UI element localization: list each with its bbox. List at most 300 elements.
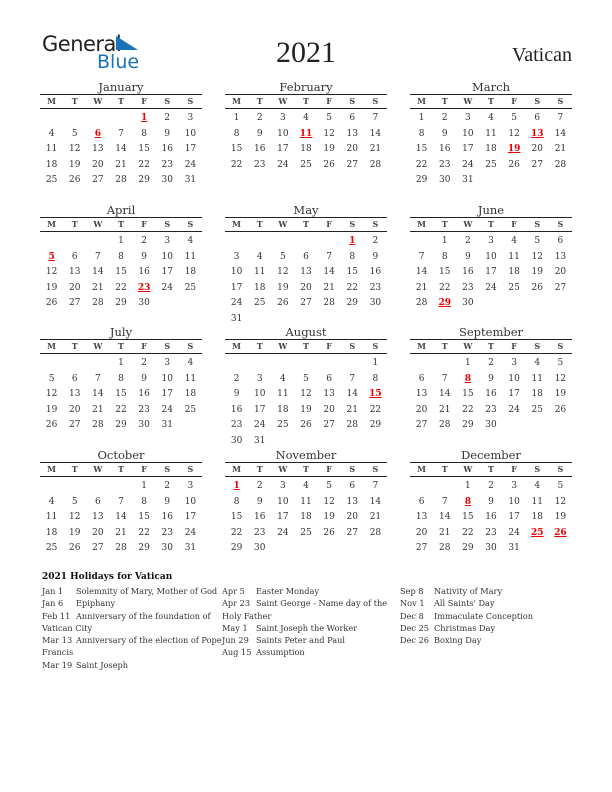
weekday-label: T xyxy=(441,464,448,474)
day: 12 xyxy=(300,389,312,399)
day: 14 xyxy=(346,389,358,399)
month-november xyxy=(225,448,387,557)
weekday-label: S xyxy=(557,341,564,351)
day: 2 xyxy=(164,113,171,123)
weekday-label: S xyxy=(164,341,171,351)
day: 29 xyxy=(138,543,150,553)
day: 7 xyxy=(372,113,379,123)
empty-cell xyxy=(63,479,86,495)
day: 16 xyxy=(138,389,150,399)
day: 12 xyxy=(323,496,335,507)
day: 20 xyxy=(92,527,104,538)
month-february xyxy=(225,80,387,173)
day: 14 xyxy=(323,267,335,277)
month-name: June xyxy=(477,203,505,217)
day: 14 xyxy=(92,389,104,399)
month-august xyxy=(225,325,387,449)
holiday-item xyxy=(222,622,400,634)
day: 6 xyxy=(418,373,425,384)
weekday-label: F xyxy=(511,219,517,229)
weekday-header xyxy=(40,462,202,477)
day: 29 xyxy=(346,298,358,308)
day: 5 xyxy=(326,113,332,123)
day: 26 xyxy=(323,527,335,538)
day: 6 xyxy=(303,251,309,262)
day: 15 xyxy=(138,512,150,522)
day: 28 xyxy=(415,298,428,308)
weekday-header xyxy=(410,94,572,109)
day: 9 xyxy=(256,128,263,139)
weekday-header xyxy=(40,217,202,232)
day: 15 xyxy=(115,389,127,399)
day: 14 xyxy=(438,512,451,522)
day: 26 xyxy=(68,543,81,553)
day: 18 xyxy=(277,404,289,415)
day: 4 xyxy=(187,358,194,368)
day: 13 xyxy=(415,389,428,399)
day: 7 xyxy=(349,373,356,384)
holiday-column xyxy=(400,585,580,671)
day: 20 xyxy=(415,527,428,538)
day: 22 xyxy=(115,404,127,415)
month-name: July xyxy=(109,325,133,339)
holiday-day: 23 xyxy=(137,282,151,293)
day: 3 xyxy=(488,236,494,246)
day: 1 xyxy=(372,358,379,368)
weekday-label: T xyxy=(303,96,309,106)
day: 17 xyxy=(184,144,197,154)
weekday-label: S xyxy=(164,219,171,229)
day: 10 xyxy=(508,373,520,384)
empty-cell xyxy=(40,234,63,250)
weekday-header xyxy=(225,339,387,354)
day: 29 xyxy=(415,175,428,185)
holiday-item xyxy=(42,585,222,597)
day: 20 xyxy=(300,282,312,293)
day: 24 xyxy=(277,527,289,538)
day: 25 xyxy=(184,282,197,293)
day: 11 xyxy=(508,251,520,262)
month-name: August xyxy=(285,325,327,339)
holiday-day: 26 xyxy=(554,527,567,538)
day: 1 xyxy=(141,481,147,491)
month-april xyxy=(40,203,202,312)
empty-cell xyxy=(40,356,63,372)
day: 24 xyxy=(184,527,197,538)
day: 25 xyxy=(508,282,520,293)
day: 21 xyxy=(346,404,358,415)
weekday-label: S xyxy=(349,219,356,229)
weekday-label: M xyxy=(47,96,56,106)
weekday-label: T xyxy=(256,219,263,229)
day: 26 xyxy=(45,420,58,430)
weekday-label: W xyxy=(93,219,103,229)
day: 6 xyxy=(557,236,564,246)
weekday-label: W xyxy=(463,219,473,229)
day: 4 xyxy=(534,481,541,491)
day: 4 xyxy=(48,128,55,139)
day: 19 xyxy=(300,404,312,415)
day: 18 xyxy=(485,144,497,154)
day: 29 xyxy=(369,420,382,430)
day: 21 xyxy=(92,282,104,293)
day: 24 xyxy=(161,404,173,415)
day: 17 xyxy=(184,512,197,522)
weekday-label: S xyxy=(534,464,541,474)
empty-cell xyxy=(271,234,294,250)
weekday-label: T xyxy=(71,219,78,229)
holiday-date: Apr 23 xyxy=(222,598,251,609)
day: 31 xyxy=(462,175,474,185)
day: 30 xyxy=(485,543,497,553)
weekday-label: W xyxy=(463,96,473,106)
day: 28 xyxy=(438,543,451,553)
day: 30 xyxy=(462,298,474,308)
day: 14 xyxy=(115,144,127,154)
day: 4 xyxy=(534,358,541,368)
day: 16 xyxy=(485,389,497,399)
day: 17 xyxy=(508,512,520,522)
day: 9 xyxy=(441,128,448,139)
day-grid xyxy=(225,356,387,449)
holiday-item xyxy=(222,597,400,622)
day: 25 xyxy=(300,527,312,538)
day: 4 xyxy=(511,236,517,246)
weekday-label: S xyxy=(557,96,564,106)
day: 31 xyxy=(184,543,197,553)
day: 10 xyxy=(462,128,474,139)
day: 12 xyxy=(277,267,289,277)
day: 18 xyxy=(300,144,312,154)
day: 7 xyxy=(557,113,564,123)
day: 21 xyxy=(115,159,127,170)
day: 15 xyxy=(230,144,243,154)
weekday-label: T xyxy=(303,219,309,229)
page-title: 2021 xyxy=(276,36,336,69)
day: 18 xyxy=(45,159,58,170)
day: 27 xyxy=(531,159,543,170)
day: 28 xyxy=(554,159,567,170)
day: 17 xyxy=(462,144,474,154)
weekday-label: M xyxy=(232,219,241,229)
day: 18 xyxy=(45,527,58,538)
weekday-label: S xyxy=(164,464,171,474)
day: 10 xyxy=(277,496,289,507)
month-name: September xyxy=(458,325,524,339)
holiday-day: 19 xyxy=(507,144,521,154)
day: 20 xyxy=(415,404,428,415)
day: 8 xyxy=(141,496,147,507)
day: 11 xyxy=(277,389,289,399)
holiday-date: May 1 xyxy=(222,622,248,633)
month-name: December xyxy=(461,448,521,462)
day: 6 xyxy=(71,373,78,384)
holiday-day: 1 xyxy=(141,113,148,123)
day: 27 xyxy=(346,527,358,538)
month-name: April xyxy=(106,203,136,217)
holiday-date: Jan 1 xyxy=(42,586,64,596)
holiday-item xyxy=(400,610,580,622)
holiday-item xyxy=(42,634,222,659)
day: 28 xyxy=(323,298,335,308)
day: 25 xyxy=(45,543,58,553)
day: 19 xyxy=(277,282,289,293)
holiday-date: Jan 6 xyxy=(42,598,64,609)
day: 8 xyxy=(233,496,240,507)
day: 4 xyxy=(187,236,194,246)
day: 29 xyxy=(462,543,474,553)
weekday-label: W xyxy=(278,219,288,229)
day: 9 xyxy=(372,251,379,262)
day: 17 xyxy=(161,267,173,277)
day: 18 xyxy=(508,267,520,277)
day: 30 xyxy=(161,175,173,185)
day-grid xyxy=(40,356,202,434)
day: 13 xyxy=(300,267,312,277)
holiday-item xyxy=(400,622,580,634)
day: 1 xyxy=(233,113,240,123)
day: 21 xyxy=(415,282,428,293)
day: 7 xyxy=(118,128,124,139)
day: 27 xyxy=(323,420,335,430)
holiday-item xyxy=(42,597,222,609)
day: 26 xyxy=(531,282,543,293)
day: 6 xyxy=(349,113,356,123)
day: 6 xyxy=(349,481,356,491)
weekday-label: M xyxy=(417,96,426,106)
day: 16 xyxy=(138,267,150,277)
day: 11 xyxy=(45,144,58,154)
day: 20 xyxy=(346,512,358,522)
day: 30 xyxy=(161,543,173,553)
empty-cell xyxy=(86,356,109,372)
day: 28 xyxy=(369,159,382,170)
holiday-name: Epiphany xyxy=(76,598,116,609)
empty-cell xyxy=(410,479,433,495)
holiday-item xyxy=(222,634,400,646)
day: 24 xyxy=(462,159,474,170)
weekday-label: T xyxy=(488,464,494,474)
day: 26 xyxy=(277,298,289,308)
day: 28 xyxy=(92,420,104,430)
day: 18 xyxy=(531,512,543,522)
month-january xyxy=(40,80,202,189)
day: 5 xyxy=(48,373,55,384)
weekday-label: S xyxy=(187,219,194,229)
weekday-label: T xyxy=(441,96,448,106)
day: 1 xyxy=(118,358,124,368)
day: 26 xyxy=(300,420,312,430)
day: 7 xyxy=(118,496,124,507)
weekday-label: S xyxy=(372,219,379,229)
day: 22 xyxy=(346,282,358,293)
day: 4 xyxy=(256,251,263,262)
holiday-item xyxy=(400,597,580,609)
day: 27 xyxy=(300,298,312,308)
weekday-header xyxy=(40,339,202,354)
day: 3 xyxy=(464,113,471,123)
day: 27 xyxy=(415,543,428,553)
weekday-label: W xyxy=(278,341,288,351)
day: 12 xyxy=(45,389,58,399)
weekday-label: M xyxy=(417,341,426,351)
day: 3 xyxy=(187,113,194,123)
month-name: March xyxy=(472,80,510,94)
weekday-label: W xyxy=(278,464,288,474)
day: 27 xyxy=(92,175,104,185)
day: 20 xyxy=(92,159,104,170)
empty-cell xyxy=(318,234,341,250)
day: 23 xyxy=(485,527,497,538)
day: 9 xyxy=(164,496,171,507)
day: 25 xyxy=(531,404,543,415)
holiday-item xyxy=(42,610,222,635)
day: 19 xyxy=(531,267,543,277)
day: 9 xyxy=(256,496,263,507)
weekday-label: T xyxy=(118,464,124,474)
weekday-label: S xyxy=(187,341,194,351)
day: 16 xyxy=(161,144,173,154)
day: 24 xyxy=(161,282,173,293)
day: 8 xyxy=(372,373,379,384)
empty-cell xyxy=(86,111,109,127)
day: 8 xyxy=(349,251,356,262)
day: 7 xyxy=(418,251,425,262)
day: 20 xyxy=(531,144,543,154)
day: 22 xyxy=(462,527,474,538)
weekday-label: T xyxy=(118,219,124,229)
day: 15 xyxy=(462,389,474,399)
day: 19 xyxy=(323,512,335,522)
day: 25 xyxy=(300,159,312,170)
day: 6 xyxy=(534,113,541,123)
holiday-name: Saints Peter and Paul xyxy=(256,635,346,646)
day: 26 xyxy=(45,298,58,308)
day: 9 xyxy=(488,373,494,384)
day: 5 xyxy=(71,128,78,139)
holiday-name: All Saints' Day xyxy=(434,598,495,609)
holiday-day: 1 xyxy=(233,481,240,491)
month-december xyxy=(410,448,572,557)
day: 5 xyxy=(279,251,286,262)
day: 3 xyxy=(511,358,517,368)
empty-cell xyxy=(248,234,271,250)
day: 9 xyxy=(141,251,147,262)
day: 28 xyxy=(438,420,451,430)
holiday-name: Boxing Day xyxy=(434,635,482,646)
day: 8 xyxy=(233,128,240,139)
day: 7 xyxy=(94,373,101,384)
weekday-label: T xyxy=(256,341,263,351)
day: 15 xyxy=(415,144,428,154)
day: 14 xyxy=(415,267,428,277)
day: 6 xyxy=(326,373,332,384)
weekday-label: S xyxy=(557,464,564,474)
holiday-item xyxy=(400,585,580,597)
day: 12 xyxy=(554,496,567,507)
weekday-label: S xyxy=(557,219,564,229)
day: 30 xyxy=(253,543,266,553)
day: 17 xyxy=(230,282,243,293)
day: 29 xyxy=(115,420,127,430)
day: 17 xyxy=(277,144,289,154)
day: 24 xyxy=(277,159,289,170)
day: 3 xyxy=(279,113,286,123)
day: 9 xyxy=(488,496,494,507)
day: 30 xyxy=(230,435,243,446)
day: 19 xyxy=(45,404,58,415)
day: 13 xyxy=(92,144,104,154)
day: 26 xyxy=(323,159,335,170)
day: 7 xyxy=(326,251,332,262)
empty-cell xyxy=(63,234,86,250)
holiday-day: 1 xyxy=(349,236,356,246)
empty-cell xyxy=(410,356,433,372)
day: 17 xyxy=(253,404,266,415)
day: 2 xyxy=(464,236,471,246)
day: 28 xyxy=(369,527,382,538)
day: 3 xyxy=(279,481,286,491)
day: 15 xyxy=(138,144,150,154)
day: 7 xyxy=(441,373,448,384)
holiday-date: Apr 5 xyxy=(222,586,245,596)
weekday-label: W xyxy=(463,341,473,351)
day: 27 xyxy=(68,298,81,308)
day: 23 xyxy=(462,282,474,293)
day: 22 xyxy=(230,159,243,170)
holiday-date: Aug 15 xyxy=(222,647,252,658)
day: 5 xyxy=(326,481,332,491)
weekday-label: T xyxy=(303,341,309,351)
weekday-header xyxy=(410,462,572,477)
day: 22 xyxy=(230,527,243,538)
day: 27 xyxy=(415,420,428,430)
day: 1 xyxy=(118,236,124,246)
holiday-item xyxy=(222,646,400,658)
country-name: Vatican xyxy=(512,44,572,66)
day: 10 xyxy=(161,373,173,384)
day: 30 xyxy=(138,298,150,308)
day: 22 xyxy=(138,159,150,170)
holiday-day: 13 xyxy=(531,128,544,139)
day: 17 xyxy=(277,512,289,522)
day: 11 xyxy=(184,373,197,384)
day: 13 xyxy=(68,389,81,399)
day-grid xyxy=(40,111,202,189)
holiday-name: Saint George - Name day of the Holy Father xyxy=(222,598,388,621)
month-name: November xyxy=(275,448,337,462)
day: 7 xyxy=(94,251,101,262)
weekday-label: T xyxy=(441,341,448,351)
day: 16 xyxy=(253,144,266,154)
day: 16 xyxy=(438,144,451,154)
day-grid xyxy=(410,356,572,434)
day: 15 xyxy=(438,267,451,277)
weekday-label: S xyxy=(349,96,356,106)
weekday-label: S xyxy=(372,341,379,351)
day: 2 xyxy=(256,113,263,123)
day: 11 xyxy=(531,496,543,507)
weekday-label: F xyxy=(141,96,147,106)
day: 8 xyxy=(118,373,124,384)
holiday-date: Nov 1 xyxy=(400,598,425,609)
empty-cell xyxy=(341,356,364,372)
weekday-label: F xyxy=(326,341,332,351)
empty-cell xyxy=(63,356,86,372)
day: 31 xyxy=(230,313,243,324)
day: 2 xyxy=(141,358,147,368)
day: 2 xyxy=(441,113,448,123)
